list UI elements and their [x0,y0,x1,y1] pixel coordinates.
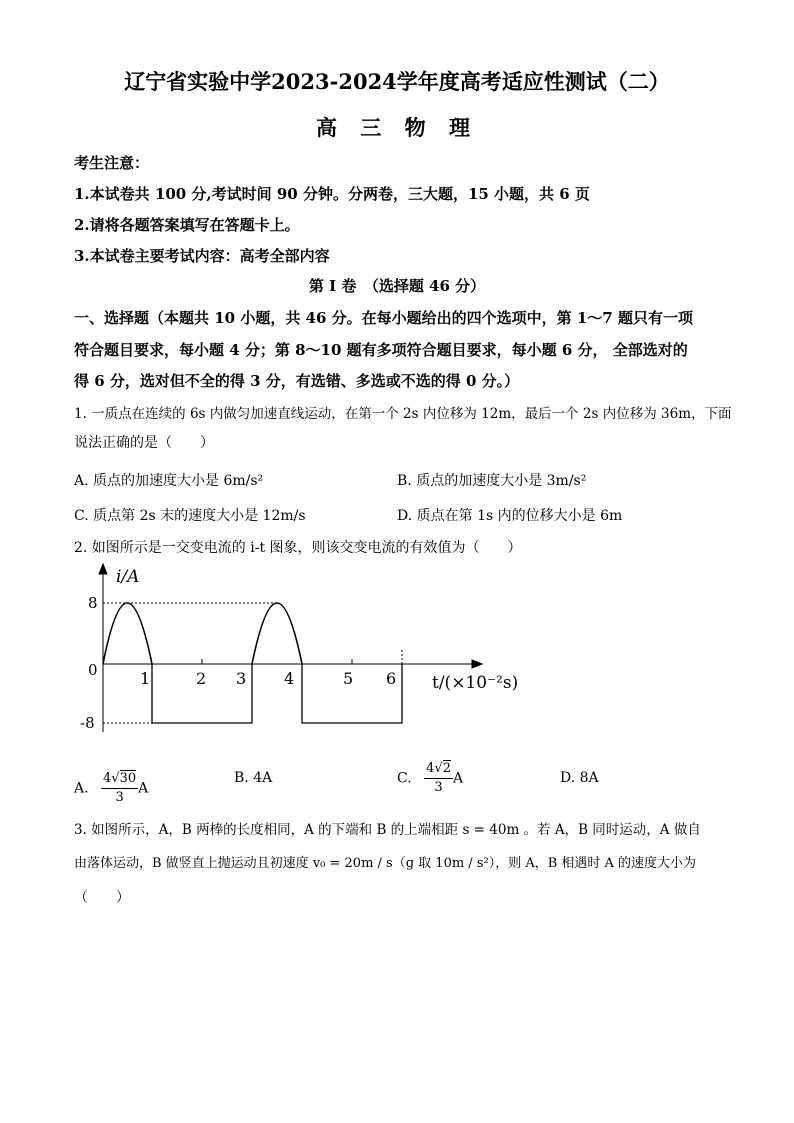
coefficient: 4 [426,761,435,776]
x-tick-label: 6 [386,669,397,688]
positive-half-wave-2 [252,603,302,664]
exam-subject: 高 三 物 理 [316,115,478,140]
radicand: 30 [119,771,137,786]
positive-half-wave-1 [103,603,152,664]
current-time-graph [70,560,520,740]
notice-item: 1.本试卷共 100 分,考试时间 90 分钟。分两卷，三大题，15 小题，共 6 页 [74,185,590,203]
q2-option-a[interactable] [74,770,148,807]
denominator: 3 [115,790,124,805]
part1-heading: 第 I 卷 （选择题 46 分） [308,277,486,295]
x-tick-label: 4 [284,669,295,688]
instruction-line: 得 6 分，选对但不全的得 3 分，有选错、多选或不选的得 0 分。） [74,372,520,390]
exam-title: 辽宁省实验中学2023-2024学年度高考适应性测试（二） [124,69,670,94]
x-tick-label: 3 [236,669,247,688]
unit: A [138,780,149,797]
q1-option-d[interactable]: D. 质点在第 1s 内的位移大小是 6m [397,508,623,524]
x-axis-arrow [472,660,482,668]
coefficient: 4 [103,771,112,786]
radicand: 2 [442,761,451,776]
fraction: $\frac{4√2}{3}$ [426,761,451,795]
x-tick-label: 2 [196,669,207,688]
notice-item: 2.请将各题答案填写在答题卡上。 [74,216,300,234]
q1-stem-line: 1. 一质点在连续的 6s 内做匀加速直线运动，在第一个 2s 内位移为 12m，最后一个 2s 内位移为 36m，下面 [74,406,732,422]
option-letter: A. [74,780,89,797]
x-tick-label: 1 [140,669,151,688]
q3-stem-line: 由落体运动，B 做竖直上抛运动且初速度 v₀ = 20m / s（g 取 10m / s²），则 A，B 相遇时 A 的速度大小为 [74,856,697,871]
origin-label: 0 [88,661,98,679]
q2-option-b[interactable]: B. 4A [234,770,273,786]
x-axis-label: t/(×10⁻²s) [432,673,519,693]
y-axis-label: i/A [116,567,140,587]
q1-option-b[interactable]: B. 质点的加速度大小是 3m/s² [397,473,587,489]
y-axis-arrow [99,564,107,574]
fraction: $\frac{4√30}{3}$ [103,771,137,805]
y-tick-label: -8 [80,714,95,732]
instruction-line: 符合题目要求，每小题 4 分；第 8～10 题有多项符合题目要求，每小题 6 分， 全部选对的 [74,341,688,359]
notice-item: 3.本试卷主要考试内容：高考全部内容 [74,247,330,265]
q1-stem-line: 说法正确的是（ ） [74,435,214,451]
q3-stem-line: （ ） [74,890,130,906]
y-tick-label: 8 [88,594,98,612]
unit: A [452,770,464,787]
q2-stem: 2. 如图所示是一交变电流的 i-t 图象，则该交变电流的有效值为（ ） [74,540,522,556]
instruction-line: 一、选择题（本题共 10 小题，共 46 分。在每小题给出的四个选项中，第 1～7 题只有一项 [74,309,693,327]
notice-heading: 考生注意： [74,154,150,172]
q3-stem-line: 3. 如图所示，A，B 两棒的长度相同，A 的下端和 B 的上端相距 s = 40m 。若 A，B 同时运动，A 做自 [74,822,701,838]
q2-option-c[interactable] [397,760,463,797]
option-letter: C. [397,770,412,787]
denominator: 3 [434,780,443,795]
q2-option-d[interactable]: D. 8A [560,770,599,786]
q1-option-a[interactable]: A. 质点的加速度大小是 6m/s² [74,473,264,489]
x-tick-label: 5 [343,669,354,688]
q1-option-c[interactable]: C. 质点第 2s 末的速度大小是 12m/s [74,508,306,524]
